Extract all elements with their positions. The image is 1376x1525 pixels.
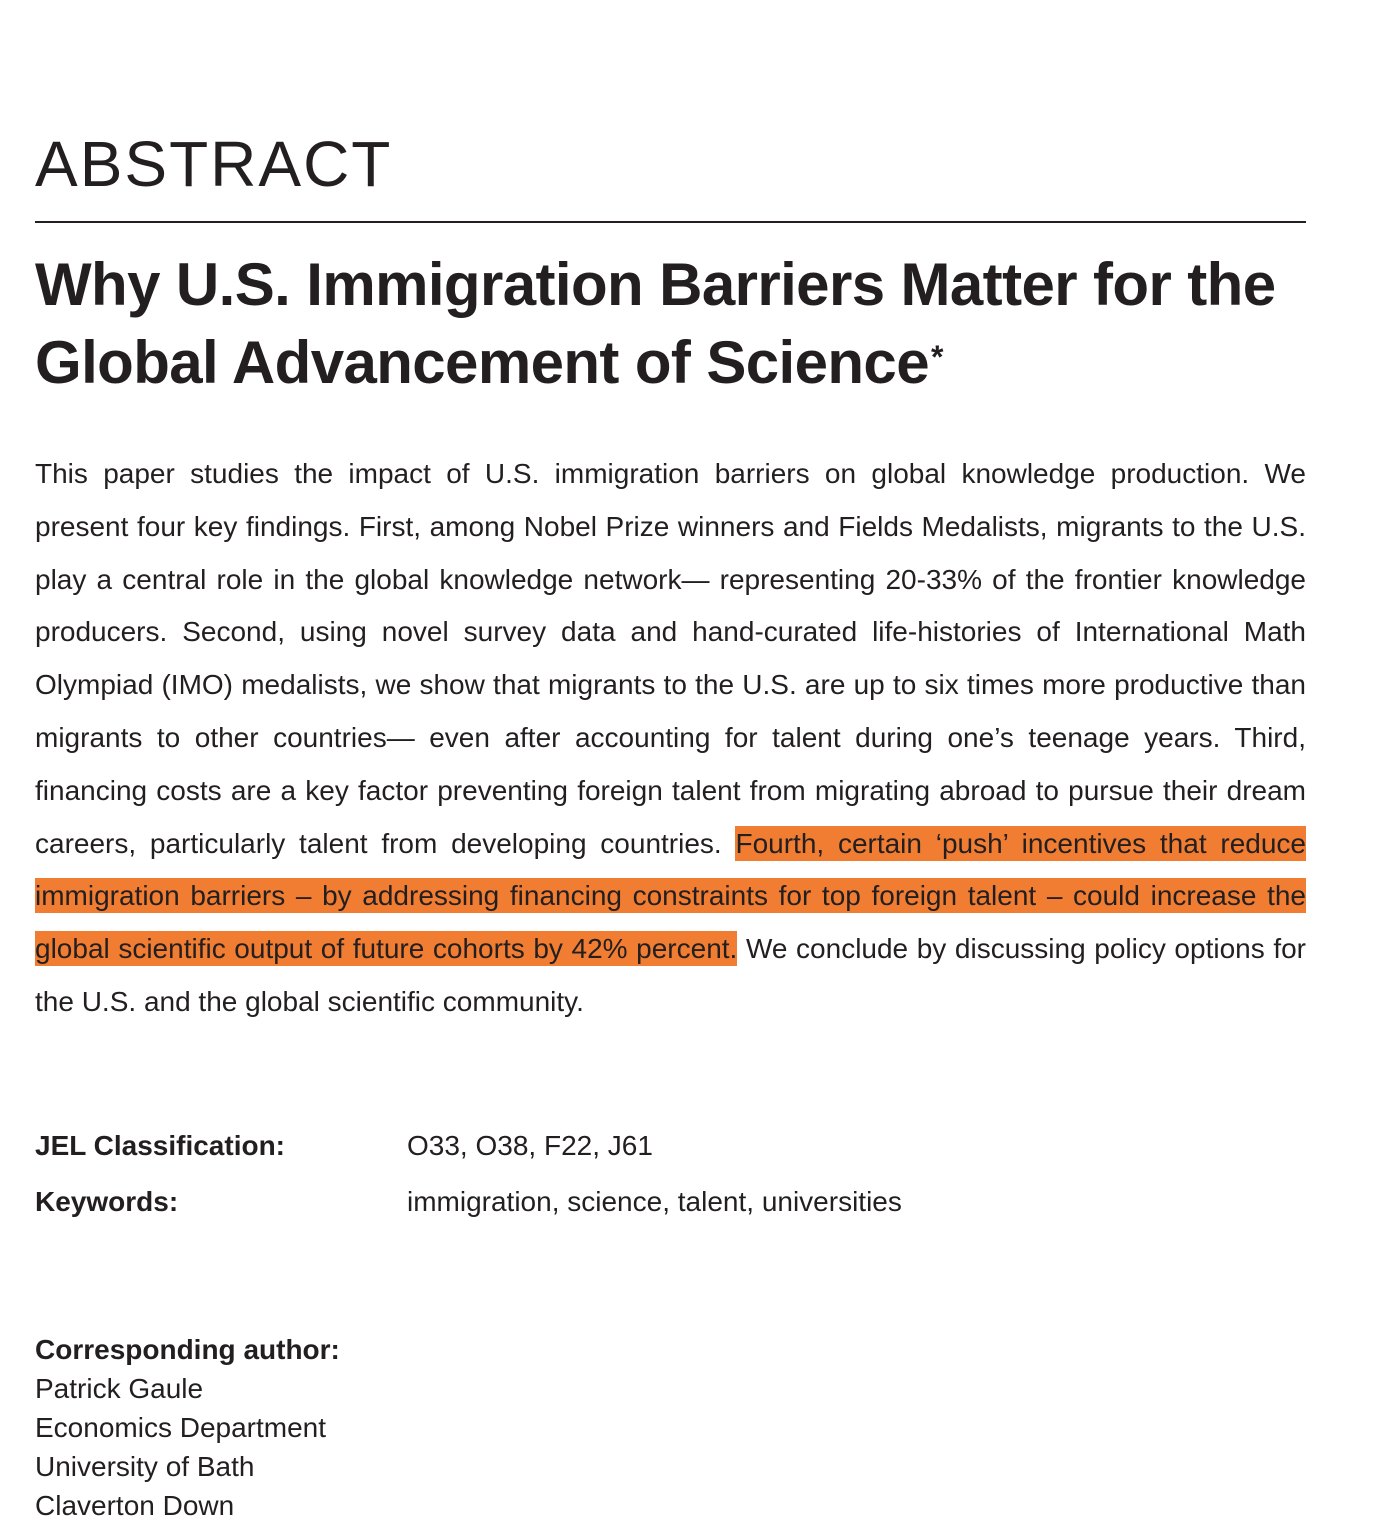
abstract-text-before: This paper studies the impact of U.S. immigration barriers on global knowledge production. We present four key findings. First, among Nobel Prize winners and Fields Medalists, migrants to the U.S. play a central role in the global knowledge network— representing 20-33% of the frontier knowledge producers. Second, using novel survey data and hand-curated life-histories of International Math Olympiad (IMO) medalists, we show that migrants to the U.S. are up to six times more productive than migrants to other countries— even after accounting for talent during one’s teenage years. Third, financing costs are a key factor preventing foreign talent from migrating abroad to pursue their dream careers, particularly talent from developing countries. xyxy=(35,458,1306,859)
author-department: Economics Department xyxy=(35,1412,327,1443)
keywords-value: immigration, science, talent, universities xyxy=(407,1186,902,1217)
jel-row xyxy=(35,1128,1306,1168)
jel-label: JEL Classification: xyxy=(35,1130,286,1161)
abstract-paragraph xyxy=(35,448,1306,1029)
author-institution: University of Bath xyxy=(35,1451,255,1482)
author-name: Patrick Gaule xyxy=(35,1373,204,1404)
heading-rule xyxy=(35,221,1306,223)
corresponding-author-block xyxy=(35,1330,340,1525)
title-footnote-mark: * xyxy=(930,339,943,375)
jel-value: O33, O38, F22, J61 xyxy=(407,1130,653,1161)
paper-title-text: Why U.S. Immigration Barriers Matter for the Global Advancement of Science xyxy=(35,251,1276,396)
keywords-label: Keywords: xyxy=(35,1186,179,1217)
section-heading: ABSTRACT xyxy=(35,128,393,200)
corresponding-author-label: Corresponding author: xyxy=(35,1334,340,1365)
paper-title xyxy=(35,246,1306,402)
author-address: Claverton Down xyxy=(35,1490,235,1521)
abstract-text-after: We conclude by discussing policy options for the U.S. and the global scientific community. xyxy=(35,933,1307,1017)
keywords-row xyxy=(35,1184,1306,1224)
abstract-highlighted-text: Fourth, certain ‘push’ incentives that reduce immigration barriers – by addressing financing constraints for top foreign talent – could increase the global scientific output of future cohorts by 42% percent. xyxy=(35,827,1306,965)
